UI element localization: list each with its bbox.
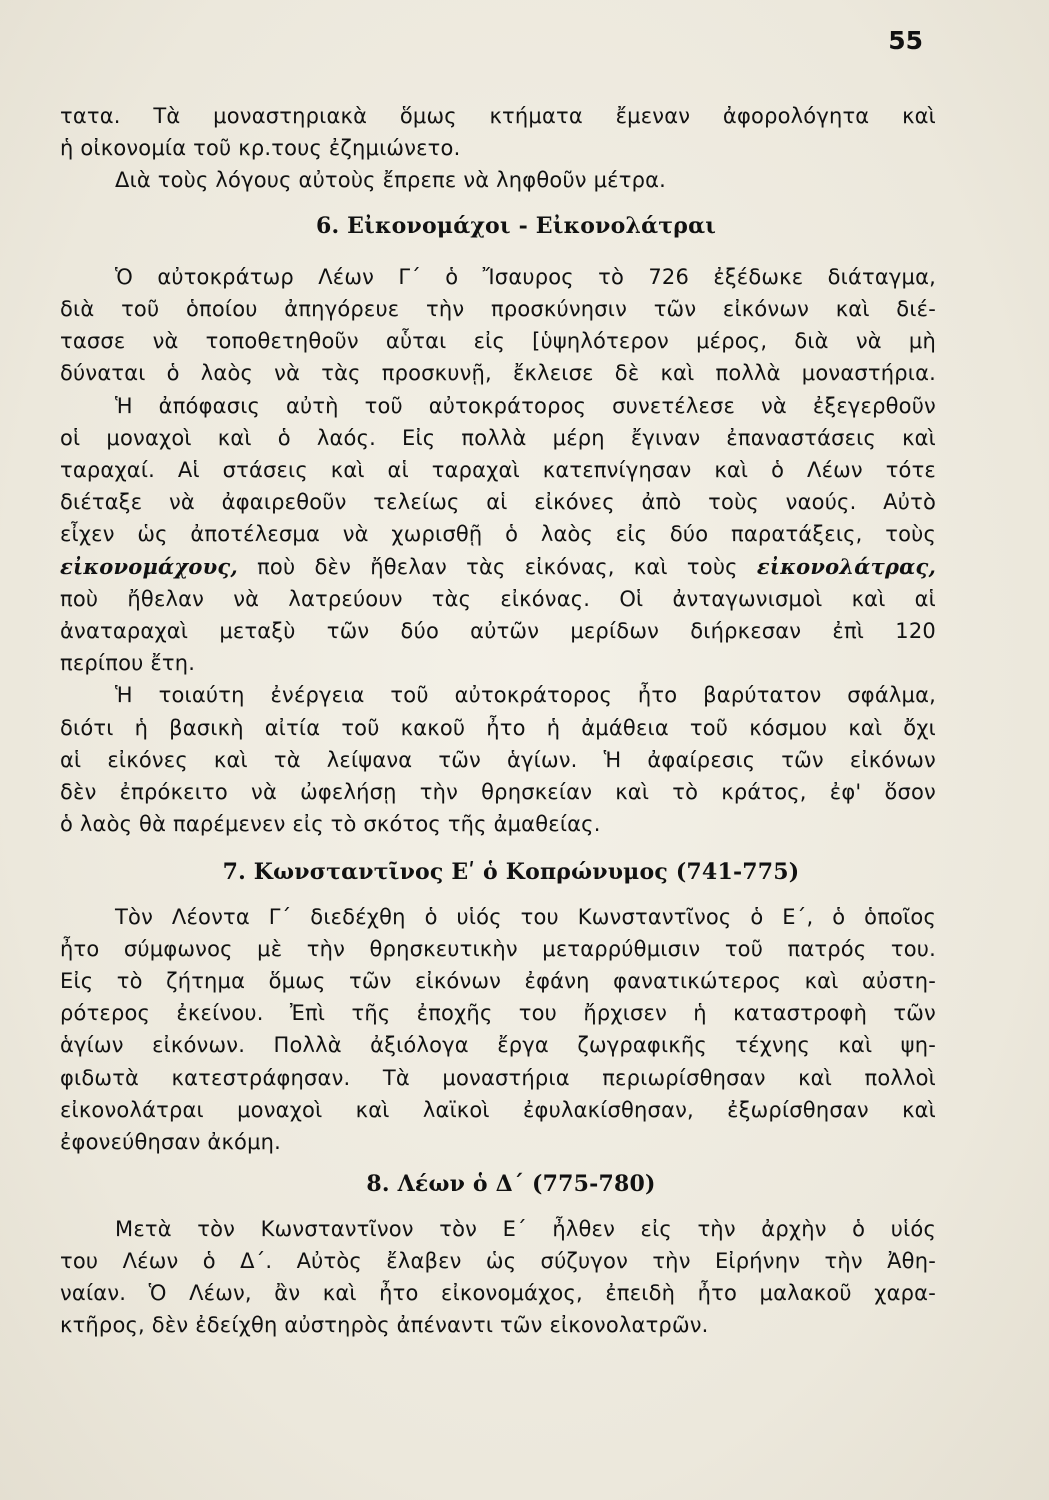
- text-line: περίπου ἔτη.: [60, 651, 196, 676]
- text-line: Εἰς τὸ ζήτημα ὅμως τῶν εἰκόνων ἐφάνη φανατικώτερος καὶ αὐστη-: [60, 969, 936, 994]
- text-line: ρότερος ἐκείνου. Ἐπὶ τῆς ἐποχῆς του ἤρχισεν ἡ καταστροφὴ τῶν: [60, 1001, 936, 1026]
- text-line: δύναται ὁ λαὸς νὰ τὰς προσκυνῇ, ἔκλεισε δὲ καὶ πολλὰ μοναστήρια.: [60, 361, 936, 386]
- text-line: του Λέων ὁ Δ΄. Αὐτὸς ἔλαβεν ὡς σύζυγον τὴν Εἰρήνην τὴν Ἀθη-: [60, 1248, 936, 1273]
- text-line: [60, 551, 936, 583]
- text-line: εἶχεν ὡς ἀποτέλεσμα νὰ χωρισθῇ ὁ λαὸς εἰς δύο παρατάξεις, τοὺς: [60, 522, 936, 547]
- term-iconolaters: εἰκονολάτρας,: [756, 553, 936, 579]
- text-line: Τὸν Λέοντα Γ΄ διεδέχθη ὁ υἱός του Κωνσταντῖνος ὁ Ε΄, ὁ ὁποῖος: [115, 904, 936, 929]
- text-line: ἡ οἰκονομία τοῦ κρ.τους ἐζημιώνετο.: [60, 136, 461, 161]
- section-heading-8: 8. Λέων ὁ Δ΄ (775-780): [366, 1171, 656, 1198]
- text-line: ἦτο σύμφωνος μὲ τὴν θρησκευτικὴν μεταρρύθμισιν τοῦ πατρός του.: [60, 936, 936, 961]
- section-heading-6: 6. Εἰκονομάχοι - Εἰκονολάτραι: [315, 212, 717, 239]
- page-number: 55: [888, 26, 923, 55]
- text-line: οἱ μοναχοὶ καὶ ὁ λαός. Εἰς πολλὰ μέρη ἔγιναν ἐπαναστάσεις καὶ: [60, 425, 936, 450]
- text-fragment: ποὺ δὲν ἤθελαν τὰς εἰκόνας, καὶ τοὺς: [237, 554, 757, 579]
- text-line: ποὺ ἤθελαν νὰ λατρεύουν τὰς εἰκόνας. Οἱ ἀνταγωνισμοὶ καὶ αἱ: [60, 586, 936, 611]
- text-line: Ὁ αὐτοκράτωρ Λέων Γ΄ ὁ Ἴσαυρος τὸ 726 ἐξέδωκε διάταγμα,: [115, 264, 936, 289]
- text-line: εἰκονολάτραι μοναχοὶ καὶ λαϊκοὶ ἐφυλακίσθησαν, ἐξωρίσθησαν καὶ: [60, 1097, 936, 1122]
- text-line: ἐφονεύθησαν ἀκόμη.: [60, 1130, 282, 1155]
- text-line: κτῆρος, δὲν ἐδείχθη αὐστηρὸς ἀπέναντι τῶν εἰκονολατρῶν.: [60, 1313, 709, 1338]
- text-line: ναίαν. Ὁ Λέων, ἂν καὶ ἦτο εἰκονομάχος, ἐπειδὴ ἦτο μαλακοῦ χαρα-: [60, 1280, 936, 1305]
- page-body: [60, 100, 936, 1341]
- text-line: διότι ἡ βασικὴ αἰτία τοῦ κακοῦ ἦτο ἡ ἀμάθεια τοῦ κόσμου καὶ ὄχι: [60, 715, 936, 740]
- text-line: Διὰ τοὺς λόγους αὐτοὺς ἔπρεπε νὰ ληφθοῦν μέτρα.: [115, 168, 667, 193]
- term-iconoclasts: εἰκονομάχους,: [60, 553, 238, 579]
- text-line: Ἡ τοιαύτη ἐνέργεια τοῦ αὐτοκράτορος ἦτο βαρύτατον σφάλμα,: [115, 683, 936, 708]
- text-line: Ἡ ἀπόφασις αὐτὴ τοῦ αὐτοκράτορος συνετέλεσε νὰ ἐξεγερθοῦν: [115, 393, 936, 418]
- text-line: Μετὰ τὸν Κωνσταντῖνον τὸν Ε΄ ἦλθεν εἰς τὴν ἀρχὴν ὁ υἱός: [115, 1216, 936, 1241]
- text-line: διὰ τοῦ ὁποίου ἀπηγόρευε τὴν προσκύνησιν τῶν εἰκόνων καὶ διέ-: [60, 297, 936, 322]
- text-line: αἱ εἰκόνες καὶ τὰ λείψανα τῶν ἁγίων. Ἡ ἀφαίρεσις τῶν εἰκόνων: [60, 747, 936, 772]
- text-line: ταραχαί. Αἱ στάσεις καὶ αἱ ταραχαὶ κατεπνίγησαν καὶ ὁ Λέων τότε: [60, 458, 936, 483]
- text-line: ἁγίων εἰκόνων. Πολλὰ ἀξιόλογα ἔργα ζωγραφικῆς τέχνης καὶ ψη-: [60, 1033, 936, 1058]
- text-line: ἀναταραχαὶ μεταξὺ τῶν δύο αὐτῶν μερίδων διήρκεσαν ἐπὶ 120: [60, 619, 936, 644]
- text-line: δὲν ἐπρόκειτο νὰ ὠφελήσῃ τὴν θρησκείαν καὶ τὸ κράτος, ἐφ' ὅσον: [60, 780, 936, 805]
- section-heading-7: 7. Κωνσταντῖνος Εʹ ὁ Κοπρώνυμος (741-775): [222, 859, 800, 886]
- text-line: διέταξε νὰ ἀφαιρεθοῦν τελείως αἱ εἰκόνες ἀπὸ τοὺς ναούς. Αὐτὸ: [60, 490, 936, 515]
- text-line: ὁ λαὸς θὰ παρέμενεν εἰς τὸ σκότος τῆς ἀμαθείας.: [60, 812, 601, 837]
- text-line: τασσε νὰ τοποθετηθοῦν αὗται εἰς [ὑψηλότερον μέρος, διὰ νὰ μὴ: [60, 329, 936, 354]
- text-line: τατα. Τὰ μοναστηριακὰ ὅμως κτήματα ἔμεναν ἀφορολόγητα καὶ: [60, 104, 936, 128]
- text-line: φιδωτὰ κατεστράφησαν. Τὰ μοναστήρια περιωρίσθησαν καὶ πολλοὶ: [60, 1065, 936, 1090]
